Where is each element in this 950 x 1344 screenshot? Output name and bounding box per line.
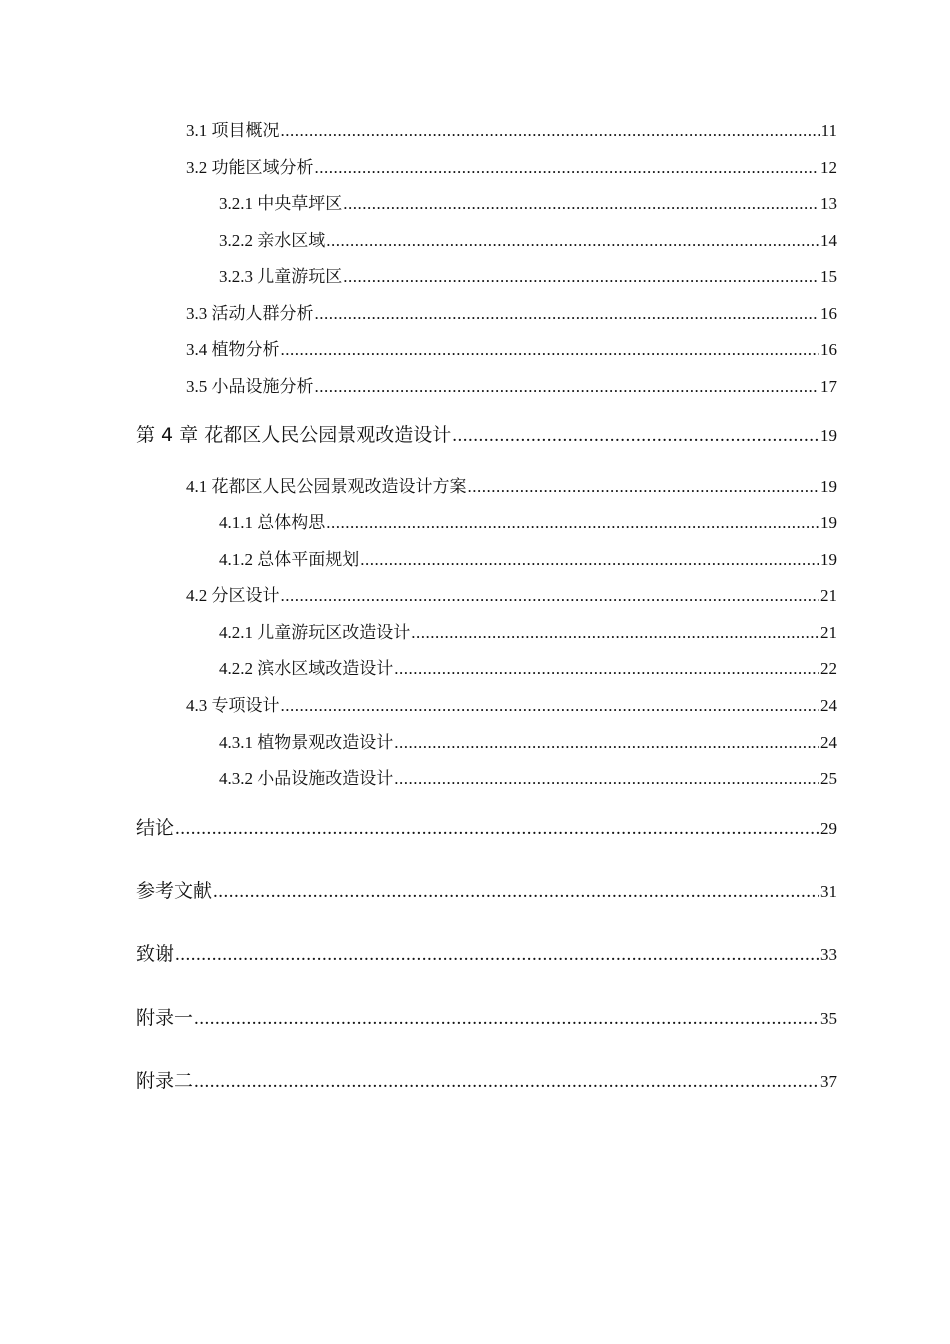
toc-page-number: 19: [820, 426, 837, 445]
toc-leader-dots: [213, 881, 819, 903]
toc-page-number: 21: [820, 586, 837, 605]
toc-entry-acknowledgements[interactable]: [136, 939, 837, 966]
toc-leader-dots: [281, 696, 820, 716]
toc-leader-dots: [326, 231, 819, 251]
toc-page-number: 35: [820, 1009, 837, 1028]
toc-entry-3-4[interactable]: [186, 335, 837, 360]
toc-leader-dots: [315, 304, 820, 324]
toc-entry-label: 4.2 分区设计: [186, 586, 280, 605]
toc-entry-label: 参考文献: [136, 880, 213, 902]
toc-entry-3-5[interactable]: [186, 372, 837, 397]
toc-page-number: 22: [820, 659, 837, 678]
toc-leader-dots: [175, 944, 819, 966]
toc-entry-3-2-3[interactable]: [219, 262, 837, 287]
toc-entry-4-3[interactable]: [186, 691, 837, 716]
toc-page-number: 17: [820, 377, 837, 396]
toc-entry-4-3-1[interactable]: [219, 728, 837, 753]
toc-leader-dots: [394, 733, 819, 753]
toc-page-number: 29: [820, 819, 837, 838]
toc-leader-dots: [411, 623, 819, 643]
toc-entry-3-1[interactable]: [186, 116, 837, 141]
toc-entry-label: 3.5 小品设施分析: [186, 377, 314, 396]
toc-entry-label: 3.2.1 中央草坪区: [219, 194, 343, 213]
toc-entry-label: 3.1 项目概况: [186, 121, 280, 140]
toc-page-number: 24: [820, 733, 837, 752]
toc-entry-label: 结论: [136, 817, 175, 839]
toc-entry-3-2-1[interactable]: [219, 189, 837, 214]
toc-leader-dots: [315, 158, 820, 178]
toc-entry-label: 4.1 花都区人民公园景观改造设计方案: [186, 477, 467, 496]
toc-entry-label: 4.2.1 儿童游玩区改造设计: [219, 623, 411, 642]
toc-entry-4-3-2[interactable]: [219, 764, 837, 789]
toc-page-number: 19: [820, 550, 837, 569]
toc-entry-label: 4.3 专项设计: [186, 696, 280, 715]
toc-page-number: 15: [820, 267, 837, 286]
toc-entry-label: 4.2.2 滨水区域改造设计: [219, 659, 394, 678]
toc-entry-label: 致谢: [136, 943, 175, 965]
toc-leader-dots: [315, 377, 820, 397]
toc-entry-4-1-1[interactable]: [219, 508, 837, 533]
toc-entry-4-1-2[interactable]: [219, 545, 837, 570]
toc-leader-dots: [343, 194, 819, 214]
toc-page-number: 31: [820, 882, 837, 901]
toc-page-number: 25: [820, 769, 837, 788]
toc-leader-dots: [394, 769, 819, 789]
toc-page-number: 19: [820, 477, 837, 496]
toc-leader-dots: [343, 267, 819, 287]
toc-page-number: 11: [820, 121, 837, 140]
toc-entry-references[interactable]: [136, 876, 837, 903]
toc-entry-3-3[interactable]: [186, 299, 837, 324]
toc-entry-appendix-2[interactable]: [136, 1066, 837, 1093]
toc-entry-3-2-2[interactable]: [219, 226, 837, 251]
toc-page-number: 16: [820, 340, 837, 359]
toc-entry-4-2-1[interactable]: [219, 618, 837, 643]
toc-entry-conclusion[interactable]: [136, 813, 837, 840]
toc-entry-label: 第 4 章 花都区人民公园景观改造设计: [136, 424, 452, 446]
toc-page-number: 13: [820, 194, 837, 213]
toc-entry-label: 附录二: [136, 1070, 194, 1092]
toc-entry-label: 4.1.1 总体构思: [219, 513, 326, 532]
toc-entry-label: 4.1.2 总体平面规划: [219, 550, 360, 569]
toc-leader-dots: [281, 340, 820, 360]
toc-page-number: 21: [820, 623, 837, 642]
toc-entry-4-2-2[interactable]: [219, 654, 837, 679]
toc-page-number: 19: [820, 513, 837, 532]
toc-entry-3-2[interactable]: [186, 153, 837, 178]
toc-leader-dots: [281, 121, 820, 141]
toc-entry-label: 3.2 功能区域分析: [186, 158, 314, 177]
toc-entry-label: 3.2.3 儿童游玩区: [219, 267, 343, 286]
toc-page-number: 37: [820, 1072, 837, 1091]
toc-entry-label: 3.4 植物分析: [186, 340, 280, 359]
toc-leader-dots: [452, 425, 819, 447]
toc-leader-dots: [194, 1008, 819, 1030]
toc-page-number: 12: [820, 158, 837, 177]
toc-page-number: 14: [820, 231, 837, 250]
toc-page-number: 24: [820, 696, 837, 715]
toc-leader-dots: [360, 550, 819, 570]
toc-entry-4-1[interactable]: [186, 472, 837, 497]
toc-leader-dots: [194, 1071, 819, 1093]
toc-entry-label: 3.2.2 亲水区域: [219, 231, 326, 250]
toc-leader-dots: [326, 513, 819, 533]
toc-entry-chapter-4[interactable]: [136, 420, 837, 447]
toc-leader-dots: [281, 586, 820, 606]
toc-entry-4-2[interactable]: [186, 581, 837, 606]
toc-page-number: 16: [820, 304, 837, 323]
toc-entry-label: 4.3.2 小品设施改造设计: [219, 769, 394, 788]
toc-leader-dots: [175, 818, 819, 840]
toc-leader-dots: [394, 659, 819, 679]
toc-entry-label: 附录一: [136, 1007, 194, 1029]
toc-leader-dots: [468, 477, 820, 497]
toc-page-number: 33: [820, 945, 837, 964]
toc-entry-appendix-1[interactable]: [136, 1003, 837, 1030]
toc-entry-label: 3.3 活动人群分析: [186, 304, 314, 323]
toc-entry-label: 4.3.1 植物景观改造设计: [219, 733, 394, 752]
